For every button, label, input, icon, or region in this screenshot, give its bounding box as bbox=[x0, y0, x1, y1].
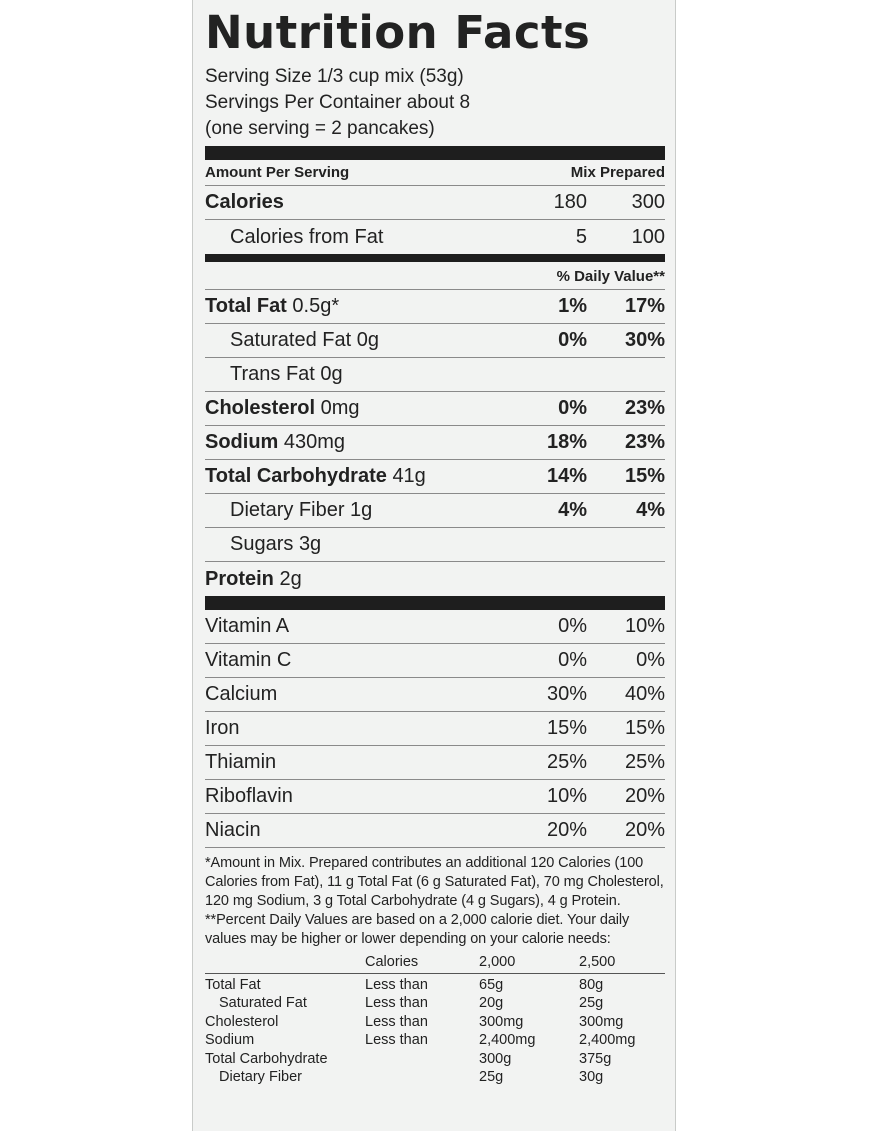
nutrient-name: Total Fat bbox=[205, 295, 287, 317]
vitamin-row bbox=[205, 814, 665, 848]
dv-row-qualifier: Less than bbox=[365, 1032, 428, 1048]
nutrient-amount: 0.5g* bbox=[292, 295, 340, 317]
dv-table-row bbox=[205, 994, 665, 1013]
vitamin-name: Iron bbox=[205, 717, 240, 739]
vitamin-name: Riboflavin bbox=[205, 785, 293, 807]
nutrient-prepared-dv: 30% bbox=[624, 329, 665, 351]
nutrient-name: Protein bbox=[205, 567, 274, 590]
calories-fat-row bbox=[205, 220, 665, 254]
nutrient-name: Sodium bbox=[205, 431, 279, 453]
vitamin-name: Calcium bbox=[205, 683, 278, 705]
nutrient-amount: 0g bbox=[320, 363, 343, 385]
vitamin-mix-dv: 15% bbox=[546, 717, 587, 739]
nutrient-prepared-dv: 23% bbox=[624, 431, 665, 453]
dv-head-2000: 2,000 bbox=[479, 954, 516, 970]
nutrient-amount: 41g bbox=[392, 465, 426, 487]
vitamin-mix-dv: 0% bbox=[558, 649, 587, 671]
vitamin-prepared-dv: 25% bbox=[624, 751, 665, 773]
daily-value-header: % Daily Value** bbox=[205, 262, 665, 290]
nutrient-prepared-dv: 23% bbox=[624, 397, 665, 419]
nutrient-mix-dv: 0% bbox=[558, 397, 587, 419]
nutrient-prepared-dv: 15% bbox=[624, 465, 665, 487]
dv-head-2500: 2,500 bbox=[579, 954, 616, 970]
dv-row-2000: 300g bbox=[479, 1050, 512, 1067]
calories-mix: 180 bbox=[553, 191, 587, 213]
dv-row-label: Total Fat bbox=[205, 976, 261, 993]
dv-table-row bbox=[205, 1013, 665, 1032]
nutrient-row bbox=[205, 528, 665, 562]
vitamin-mix-dv: 0% bbox=[558, 615, 587, 637]
dv-table-header bbox=[205, 953, 665, 972]
dv-row-qualifier: Less than bbox=[365, 995, 428, 1011]
vitamin-row bbox=[205, 780, 665, 814]
vitamin-name: Vitamin C bbox=[205, 649, 292, 671]
nutrient-prepared-dv: 4% bbox=[636, 499, 665, 521]
nutrient-name: Saturated Fat bbox=[230, 329, 352, 351]
dv-row-qualifier: Less than bbox=[365, 976, 428, 993]
calories-fat-prepared: 100 bbox=[631, 225, 665, 248]
nutrient-mix-dv: 14% bbox=[546, 465, 587, 487]
serving-size: Serving Size 1/3 cup mix (53g) bbox=[205, 66, 464, 87]
vitamin-prepared-dv: 10% bbox=[624, 615, 665, 637]
dv-row-qualifier: Less than bbox=[365, 1013, 428, 1030]
serving-note: (one serving = 2 pancakes) bbox=[205, 118, 435, 139]
calories-label: Calories bbox=[205, 191, 284, 213]
vitamin-row bbox=[205, 712, 665, 746]
nutrient-row bbox=[205, 460, 665, 494]
dv-row-2000: 25g bbox=[479, 1069, 504, 1085]
thick-divider bbox=[205, 596, 665, 610]
nutrient-amount: 0g bbox=[356, 329, 379, 351]
medium-divider bbox=[205, 254, 665, 262]
nutrient-amount: 3g bbox=[298, 533, 322, 555]
dv-row-qualifier bbox=[365, 1050, 479, 1069]
vitamin-mix-dv: 25% bbox=[546, 751, 587, 773]
dv-row-qualifier bbox=[365, 1068, 479, 1087]
vitamin-name: Thiamin bbox=[205, 751, 277, 773]
vitamin-prepared-dv: 40% bbox=[624, 683, 665, 705]
dv-table-row bbox=[205, 1050, 665, 1069]
nutrient-name: Dietary Fiber bbox=[230, 499, 345, 521]
vitamin-row bbox=[205, 678, 665, 712]
vitamin-name: Niacin bbox=[205, 819, 261, 841]
nutrient-name: Cholesterol bbox=[205, 397, 316, 419]
dv-row-label: Dietary Fiber bbox=[219, 1069, 302, 1085]
dv-row-2500: 375g bbox=[579, 1050, 612, 1067]
dv-table-rows bbox=[205, 976, 665, 1087]
vitamin-name: Vitamin A bbox=[205, 615, 290, 637]
dv-table-row bbox=[205, 976, 665, 995]
dv-row-2000: 20g bbox=[479, 995, 504, 1011]
vitamin-mix-dv: 30% bbox=[546, 683, 587, 705]
nutrient-row bbox=[205, 562, 665, 596]
nutrient-mix-dv: 1% bbox=[558, 295, 587, 317]
nutrient-prepared-dv: 17% bbox=[624, 295, 665, 317]
nutrient-row bbox=[205, 324, 665, 358]
nutrient-list bbox=[205, 290, 665, 596]
dv-head-calories: Calories bbox=[365, 954, 419, 970]
servings-per-container: Servings Per Container about 8 bbox=[205, 92, 471, 113]
nutrient-row bbox=[205, 290, 665, 324]
nutrient-row bbox=[205, 494, 665, 528]
dv-table-rule bbox=[205, 973, 665, 974]
label-title: Nutrition Facts bbox=[205, 6, 591, 59]
dv-row-2000: 300mg bbox=[479, 1013, 524, 1030]
calories-prepared: 300 bbox=[631, 191, 665, 213]
calories-row bbox=[205, 186, 665, 220]
dv-row-2500: 80g bbox=[579, 976, 604, 993]
vitamin-prepared-dv: 20% bbox=[624, 819, 665, 841]
dv-row-label: Cholesterol bbox=[205, 1013, 279, 1030]
daily-value-table bbox=[205, 953, 665, 1087]
dv-row-2500: 25g bbox=[579, 995, 604, 1011]
footnote-daily-value: **Percent Daily Values are based on a 2,000 calorie diet. Your daily values may be higher or lower depending on your calorie needs: bbox=[205, 912, 630, 947]
vitamin-row bbox=[205, 746, 665, 780]
nutrient-name: Sugars bbox=[230, 533, 294, 555]
vitamin-prepared-dv: 15% bbox=[624, 717, 665, 739]
nutrient-amount: 0mg bbox=[320, 397, 360, 419]
thick-divider bbox=[205, 146, 665, 160]
dv-row-2000: 2,400mg bbox=[479, 1032, 536, 1048]
calories-fat-mix: 5 bbox=[575, 225, 587, 248]
vitamin-row bbox=[205, 644, 665, 678]
dv-table-row bbox=[205, 1031, 665, 1050]
dv-row-2500: 30g bbox=[579, 1069, 604, 1085]
column-headers: Mix Prepared bbox=[570, 164, 665, 181]
vitamin-list bbox=[205, 610, 665, 848]
dv-row-label: Sodium bbox=[205, 1032, 255, 1048]
nutrition-label bbox=[205, 6, 665, 1087]
nutrient-mix-dv: 4% bbox=[558, 499, 587, 521]
dv-row-label: Saturated Fat bbox=[219, 995, 307, 1011]
nutrient-amount: 2g bbox=[279, 567, 302, 590]
dv-row-2500: 2,400mg bbox=[579, 1032, 636, 1048]
vitamin-row bbox=[205, 610, 665, 644]
vitamin-mix-dv: 10% bbox=[546, 785, 587, 807]
dv-row-2500: 300mg bbox=[579, 1013, 624, 1030]
nutrient-row bbox=[205, 426, 665, 460]
nutrient-mix-dv: 0% bbox=[558, 329, 587, 351]
dv-row-2000: 65g bbox=[479, 976, 504, 993]
calories-fat-label: Calories from Fat bbox=[230, 225, 384, 248]
nutrient-amount: 430mg bbox=[283, 431, 346, 453]
vitamin-prepared-dv: 0% bbox=[636, 649, 665, 671]
dv-head-label bbox=[205, 953, 365, 972]
amount-per-serving: Amount Per Serving bbox=[205, 164, 350, 181]
nutrient-name: Total Carbohydrate bbox=[205, 465, 387, 487]
dv-row-label: Total Carbohydrate bbox=[205, 1050, 328, 1067]
nutrient-mix-dv: 18% bbox=[546, 431, 587, 453]
nutrient-row bbox=[205, 358, 665, 392]
footnote-mix: *Amount in Mix. Prepared contributes an additional 120 Calories (100 Calories from Fat), 11 g Total Fat (6 g Saturated Fat), 70 mg Cholesterol, 120 mg Sodium, 3 g Total Carbohydrate (4 g Sugars), 4 g Protein. bbox=[205, 855, 664, 909]
amount-header bbox=[205, 160, 665, 186]
vitamin-mix-dv: 20% bbox=[546, 819, 587, 841]
nutrient-name: Trans Fat bbox=[230, 363, 315, 385]
vitamin-prepared-dv: 20% bbox=[624, 785, 665, 807]
nutrient-amount: 1g bbox=[350, 499, 373, 521]
dv-table-row bbox=[205, 1068, 665, 1087]
nutrient-row bbox=[205, 392, 665, 426]
